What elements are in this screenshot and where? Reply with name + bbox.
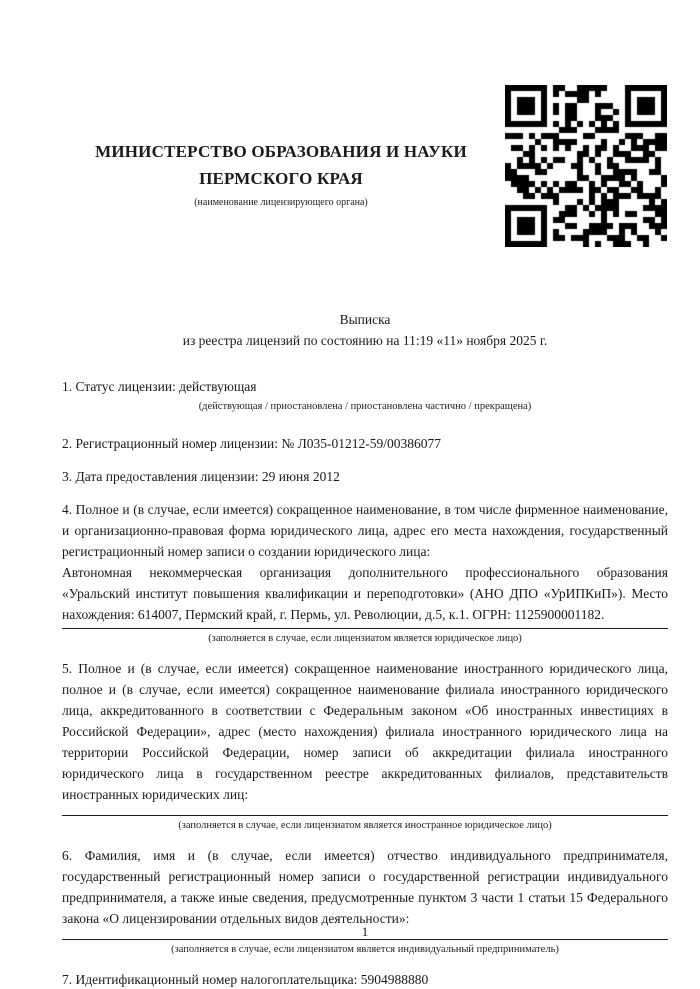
ministry-name-line2: ПЕРМСКОГО КРАЯ: [199, 169, 363, 188]
grant-date-text: 3. Дата предоставления лицензии: 29 июня 2012: [62, 469, 340, 484]
field-individual-entrepreneur: [62, 845, 668, 957]
field-taxpayer-id: [62, 969, 668, 989]
ministry-name-line1: МИНИСТЕРСТВО ОБРАЗОВАНИЯ И НАУКИ: [95, 142, 467, 161]
document-title: [0, 309, 700, 351]
document-body: [0, 376, 700, 989]
document-title-line1: Выписка: [339, 312, 391, 327]
foreign-entity-label: 5. Полное и (в случае, если имеется) сокращенное наименование иностранного юридического лица, полное и (в случае, если имеется) сокращенное наименование филиала иностранного юридического лица, аккредитованного в соответствии с Федеральным законом «Об иностранных инвестициях в Российской Федерации», адрес (место нахождения) филиала иностранного юридического лица на территории Российской Федерации, номер записи об аккредитации филиала иностранного юридического лица в государственном реестре аккредитованных филиалов, представительств иностранных юридических лиц:: [62, 661, 668, 802]
fill-in-line: [62, 815, 668, 816]
license-status-caption: (действующая / приостановлена / приостановлена частично / прекращена): [198, 401, 532, 412]
field-foreign-entity: [62, 658, 668, 833]
page-number: 1: [361, 924, 369, 939]
legal-entity-value: Автономная некоммерческая организация дополнительного профессионального образования «Уральский институт повышения квалификации и переподготовки» (АНО ДПО «УрИПКиП»). Место нахождения: 614007, Пермский край, г. Пермь, ул. Революции, д.5, к.1. ОГРН: 1125900001182.: [62, 565, 668, 622]
license-status-text: 1. Статус лицензии: действующая: [62, 379, 257, 394]
licensing-authority-header: [62, 138, 500, 208]
legal-entity-label: 4. Полное и (в случае, если имеется) сокращенное наименование, в том числе фирменное наименование, и организационно-правовая форма юридического лица, адрес его места нахождения, государственный регистрационный номер записи о создании юридического лица:: [62, 502, 668, 559]
taxpayer-id-text: 7. Идентификационный номер налогоплательщика: 5904988880: [62, 972, 429, 987]
fill-in-line: [62, 628, 668, 629]
registration-number-text: 2. Регистрационный номер лицензии: № Л035-01212-59/00386077: [62, 436, 442, 451]
document-title-line2: из реестра лицензий по состоянию на 11:19 «11» ноября 2025 г.: [182, 333, 548, 348]
qr-code-icon: [505, 85, 667, 247]
foreign-entity-caption: (заполняется в случае, если лицензиатом является иностранное юридическое лицо): [178, 820, 552, 831]
field-legal-entity: [62, 499, 668, 646]
individual-entrepreneur-caption: (заполняется в случае, если лицензиатом является индивидуальный предприниматель): [171, 944, 559, 955]
individual-entrepreneur-label: 6. Фамилия, имя и (в случае, если имеется) отчество индивидуального предпринимателя, государственный регистрационный номер записи о государственной регистрации индивидуального предпринимателя, а также иные сведения, предусмотренные пунктом 3 части 1 статьи 15 Федерального закона «О лицензировании отдельных видов деятельности»:: [62, 848, 668, 926]
field-registration-number: [62, 433, 668, 454]
field-grant-date: [62, 466, 668, 487]
legal-entity-caption: (заполняется в случае, если лицензиатом является юридическое лицо): [208, 633, 522, 644]
field-license-status: [62, 376, 668, 414]
ministry-caption: (наименование лицензирующего органа): [194, 197, 368, 208]
